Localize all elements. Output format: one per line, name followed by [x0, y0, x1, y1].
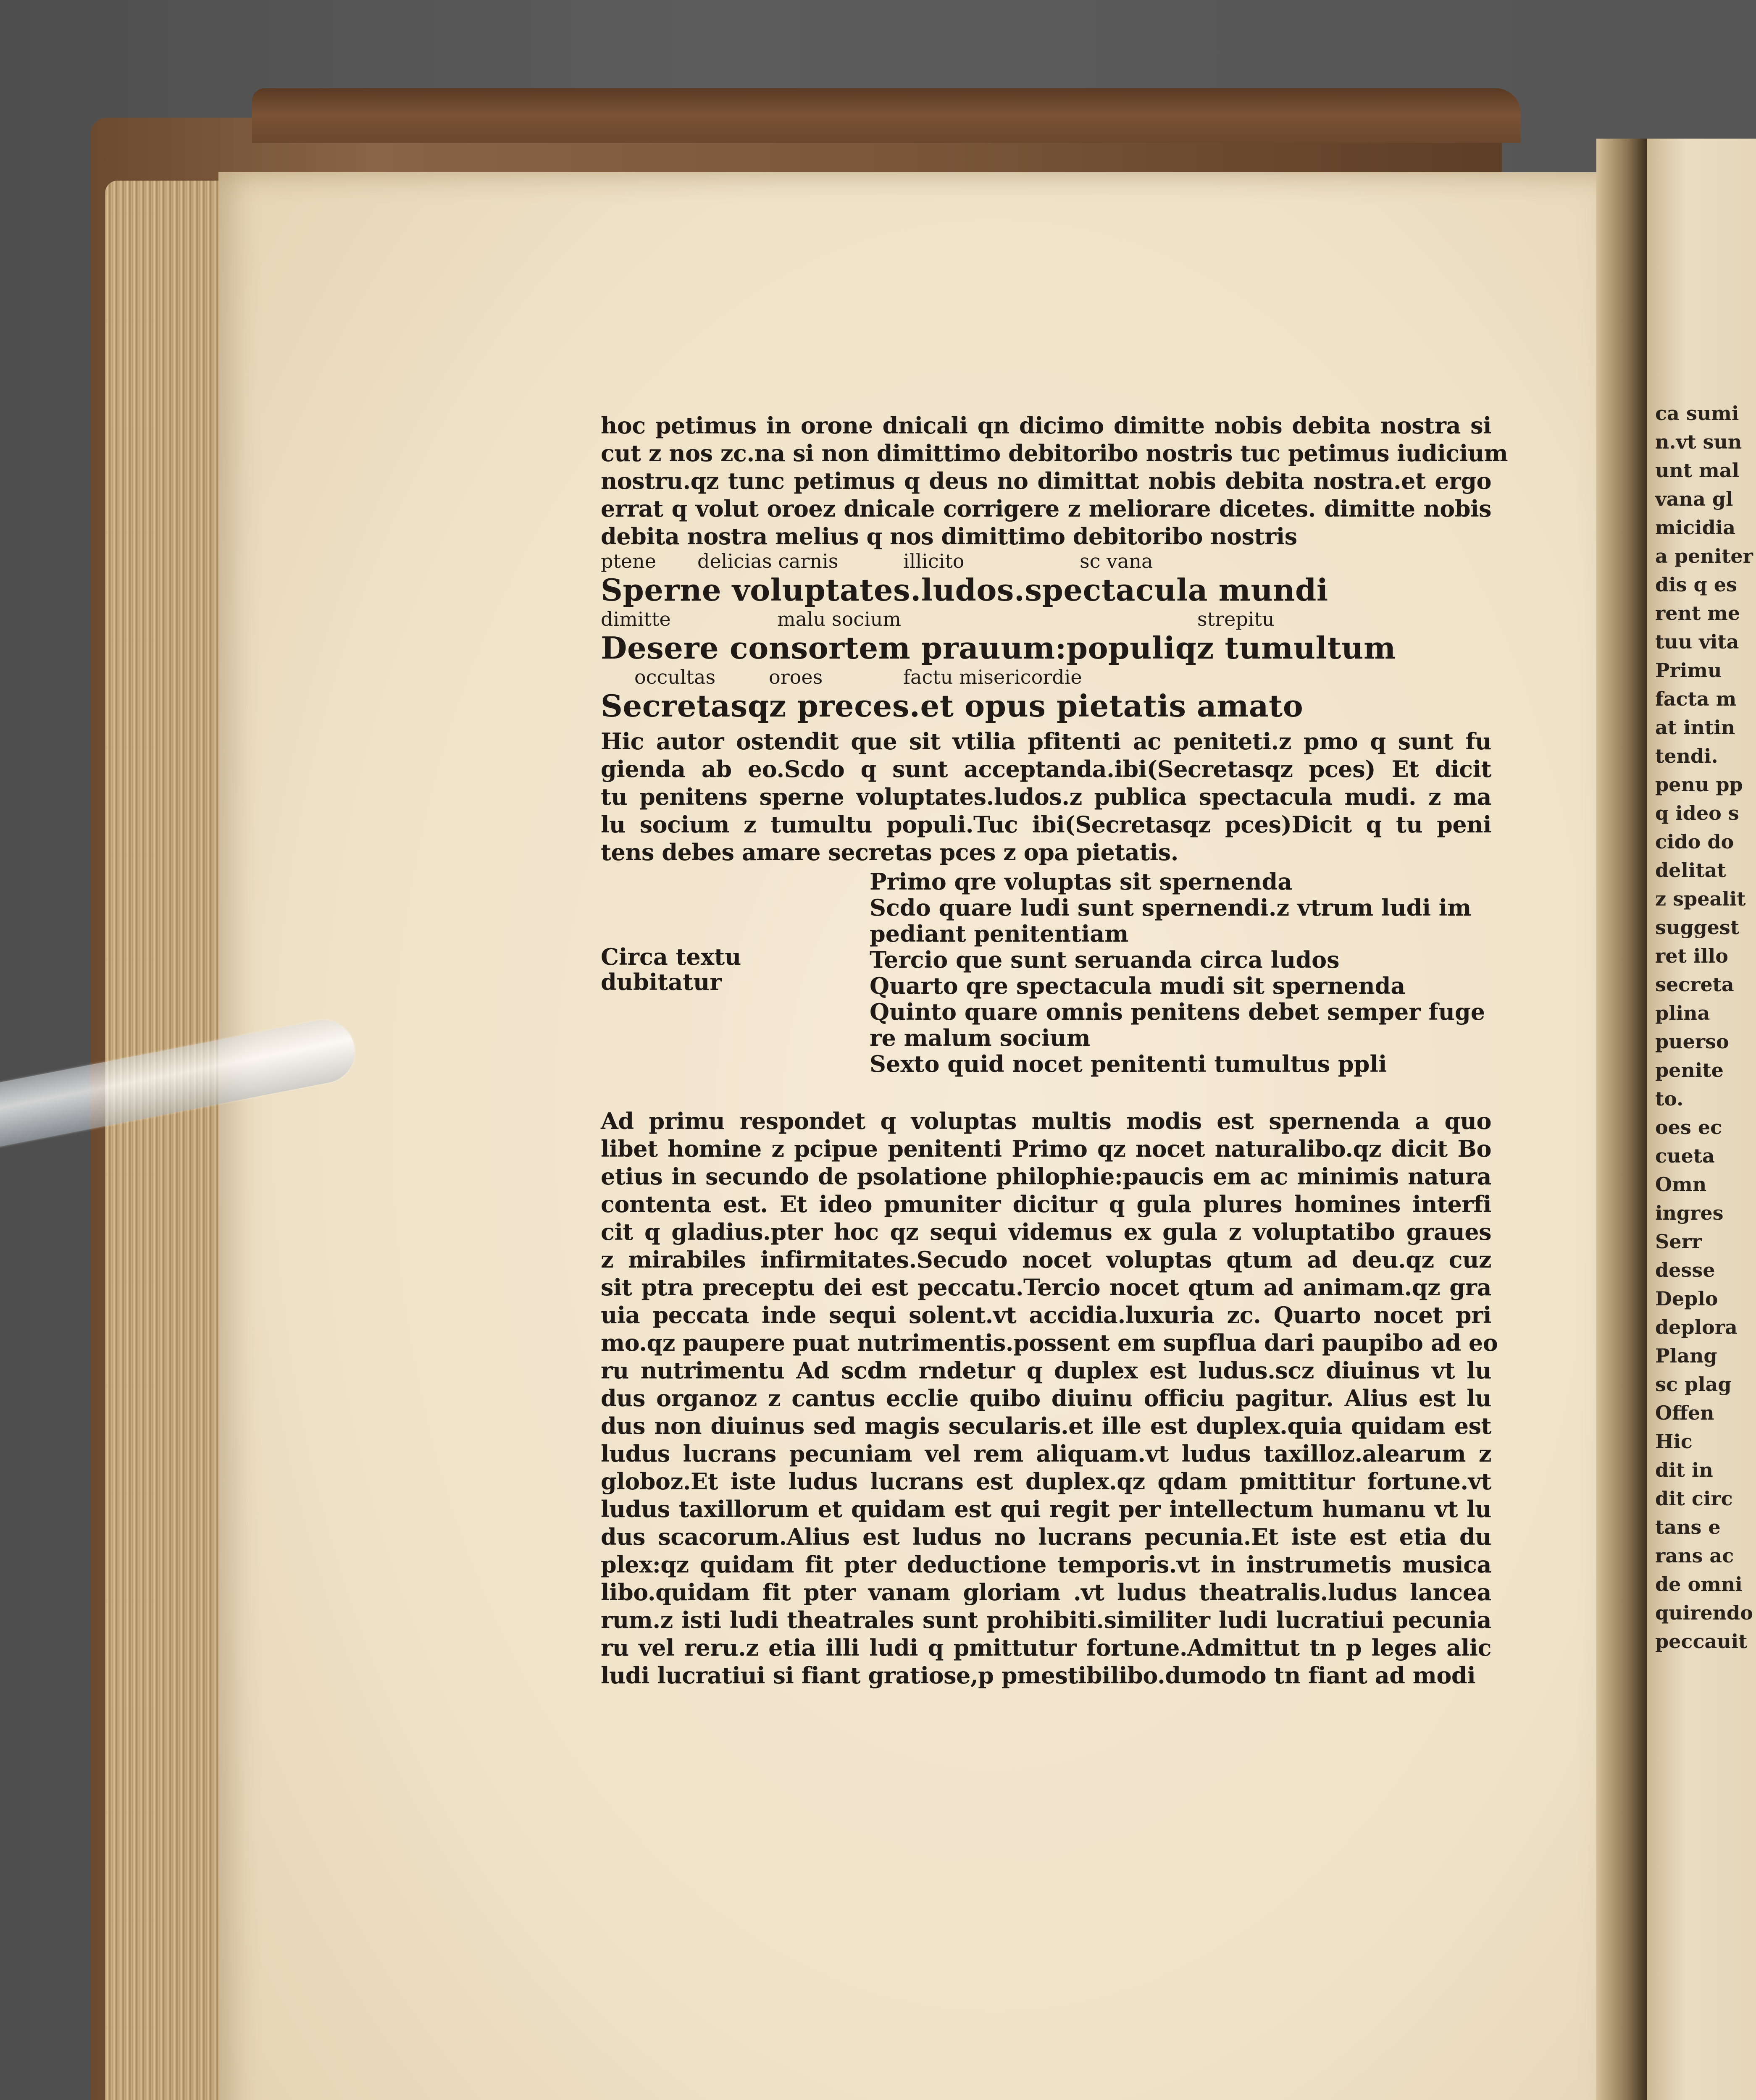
text-line: hoc petimus in orone dnicali qn dicimo dimitte nobis debita nostra si — [601, 412, 1491, 439]
facing-text-line: de omni — [1655, 1573, 1743, 1596]
facing-text-line: dit circ — [1655, 1487, 1733, 1510]
facing-text-line: to. — [1655, 1087, 1684, 1110]
facing-text-line: cido do — [1655, 830, 1734, 853]
text-line: cut z nos zc.na si non dimittimo debitoribo nostris tuc petimus iudicium — [601, 440, 1508, 467]
text-line: dus scacorum.Alius est ludus no lucrans pecunia.Et iste est etia du — [601, 1523, 1491, 1550]
outline-label-line: Circa textu — [601, 943, 741, 970]
facing-text-line: at intin — [1655, 716, 1735, 739]
facing-page — [1647, 139, 1756, 2100]
facing-text-line: Offen — [1655, 1402, 1714, 1424]
facing-text-line: dis q es — [1655, 573, 1737, 596]
facing-text-line: Primu — [1655, 659, 1722, 682]
outline-item: pediant penitentiam — [870, 920, 1129, 947]
facing-text-line: desse — [1655, 1259, 1715, 1281]
gloss-word: malu socium — [777, 608, 902, 630]
opening-lines — [601, 412, 1508, 550]
text-line: ludi lucratiui si fiant gratiose,p pmestibilibo.dumodo tn fiant ad modi — [601, 1662, 1476, 1689]
gloss-word: dimitte — [601, 608, 671, 630]
verse-line-3: Secretasqz preces.et opus pietatis amato — [601, 688, 1304, 724]
gloss-word: factu misericordie — [903, 666, 1082, 688]
facing-text-line: Serr — [1655, 1230, 1702, 1253]
facing-text-line: a peniter — [1655, 545, 1753, 567]
text-line: z mirabiles infirmitates.Secudo nocet voluptas qtum ad deu.qz cuz — [601, 1246, 1491, 1273]
facing-text-line: deplora — [1655, 1316, 1738, 1339]
text-line: tu penitens sperne voluptates.ludos.z publica spectacula mudi. z ma — [601, 783, 1491, 810]
text-line: dus non diuinus sed magis secularis.et ille est duplex.quia quidam est — [601, 1412, 1491, 1439]
facing-text-line: quirendo — [1655, 1601, 1753, 1624]
facing-text-line: micidia — [1655, 516, 1736, 539]
facing-text-line: ingres — [1655, 1202, 1724, 1224]
text-line: debita nostra melius q nos dimittimo debitoribo nostris — [601, 523, 1297, 550]
text-line: ru vel reru.z etia illi ludi q pmittutur fortune.Admittut tn p leges alic — [601, 1634, 1491, 1661]
facing-text-line: cueta — [1655, 1144, 1715, 1167]
outline-label-line: dubitatur — [601, 969, 722, 995]
page-text-block — [601, 412, 1508, 1689]
text-line: mo.qz paupere puat nutrimentis.possent em supflua dari paupibo ad eo — [601, 1329, 1498, 1356]
facing-text-line: q ideo s — [1655, 802, 1739, 824]
text-line: lu socium z tumultu populi.Tuc ibi(Secretasqz pces)Dicit q tu peni — [601, 811, 1491, 838]
facing-text-line: ca sumi — [1655, 402, 1739, 425]
facing-text-line: vana gl — [1655, 488, 1733, 510]
interlinear-gloss-1 — [601, 550, 1491, 572]
facing-text-line: suggest — [1655, 916, 1740, 939]
facing-text-line: puerso — [1655, 1030, 1729, 1053]
facing-text-line: ret illo — [1655, 945, 1728, 967]
text-line: ru nutrimentu Ad scdm rndetur q duplex est ludus.scz diuinus vt lu — [601, 1357, 1491, 1384]
text-line: plex:qz quidam fit pter deductione temporis.vt in instrumetis musica — [601, 1551, 1491, 1578]
text-line: etius in secundo de psolatione philophie:paucis em ac minimis natura — [601, 1163, 1491, 1190]
book-spine-top — [252, 88, 1521, 143]
facing-text-line: tendi. — [1655, 745, 1718, 767]
outline-item: Quinto quare omnis penitens debet semper fuge — [870, 998, 1485, 1025]
gloss-word: sc vana — [1080, 550, 1153, 572]
text-line: errat q volut oroez dnicale corrigere z meliorare dicetes. dimitte nobis — [601, 495, 1491, 522]
page-gutter — [1596, 139, 1647, 2100]
facing-text-line: penu pp — [1655, 773, 1743, 796]
outline-label — [601, 944, 741, 995]
facing-text-line: sc plag — [1655, 1373, 1732, 1396]
question-outline — [601, 869, 1491, 1104]
text-line: rum.z isti ludi theatrales sunt prohibiti.similiter ludi lucratiui pecunia — [601, 1606, 1491, 1633]
outline-item: Scdo quare ludi sunt spernendi.z vtrum ludi im — [870, 894, 1472, 921]
interlinear-gloss-3 — [601, 666, 1491, 688]
facing-text-line: unt mal — [1655, 459, 1740, 482]
facing-text-line: Omn — [1655, 1173, 1707, 1196]
facing-text-line: tans e — [1655, 1516, 1721, 1538]
facing-text-line: Deplo — [1655, 1287, 1718, 1310]
gloss-word: illicito — [903, 550, 965, 572]
text-line: cit q gladius.pter hoc qz sequi videmus ex gula z voluptatibo graues — [601, 1218, 1491, 1245]
outline-item: Sexto quid nocet penitenti tumultus ppli — [870, 1050, 1387, 1077]
outline-item: Quarto qre spectacula mudi sit spernenda — [870, 972, 1406, 999]
facing-text-line: delitat — [1655, 859, 1726, 882]
facing-text-line: peccauit — [1655, 1630, 1748, 1653]
text-line: tens debes amare secretas pces z opa pietatis. — [601, 839, 1178, 866]
text-line: Hic autor ostendit que sit vtilia pfitenti ac peniteti.z pmo q sunt fu — [601, 728, 1491, 755]
facing-text-line: z spealit — [1655, 887, 1746, 910]
facing-page-text — [1647, 399, 1753, 1656]
text-line: globoz.Et iste ludus lucrans est duplex.qz qdam pmittitur fortune.vt — [601, 1468, 1491, 1495]
commentary-paragraph-2 — [601, 1107, 1498, 1689]
facing-text-line: rans ac — [1655, 1544, 1734, 1567]
text-line: contenta est. Et ideo pmuniter dicitur q gula plures homines interfi — [601, 1191, 1491, 1218]
gloss-word: delicias carnis — [697, 550, 839, 572]
text-line: ludus lucrans pecuniam vel rem aliquam.vt ludus taxilloz.alearum z — [601, 1440, 1491, 1467]
text-line: libo.quidam fit pter vanam gloriam .vt ludus theatralis.ludus lancea — [601, 1579, 1491, 1606]
facing-text-line: rent me — [1655, 602, 1740, 625]
text-line: libet homine z pcipue penitenti Primo qz nocet naturalibo.qz dicit Bo — [601, 1135, 1491, 1162]
text-line: nostru.qz tunc petimus q deus no dimittat nobis debita nostra.et ergo — [601, 467, 1491, 494]
gloss-word: ptene — [601, 550, 657, 572]
gloss-word: oroes — [769, 666, 823, 688]
outline-item: Tercio que sunt seruanda circa ludos — [870, 946, 1340, 973]
facing-text-line: n.vt sun — [1655, 430, 1742, 453]
text-line: dus organoz z cantus ecclie quibo diuinu officiu pagitur. Alius est lu — [601, 1385, 1491, 1412]
facing-text-line: facta m — [1655, 688, 1737, 710]
facing-text-line: secreta — [1655, 973, 1734, 996]
verse-line-2: Desere consortem prauum:populiqz tumultum — [601, 630, 1396, 666]
text-line: ludus taxillorum et quidam est qui regit per intellectum humanu vt lu — [601, 1496, 1491, 1522]
facing-text-line: Hic — [1655, 1430, 1693, 1453]
verse-line-1: Sperne voluptates.ludos.spectacula mundi — [601, 572, 1328, 608]
outline-item: Primo qre voluptas sit spernenda — [870, 868, 1293, 895]
facing-text-line: penite — [1655, 1059, 1724, 1082]
facing-text-line: dit in — [1655, 1459, 1713, 1481]
facing-text-line: plina — [1655, 1002, 1710, 1024]
facing-text-line: oes ec — [1655, 1116, 1722, 1139]
text-line: Ad primu respondet q voluptas multis modis est spernenda a quo — [601, 1108, 1491, 1134]
text-line: sit ptra preceptu dei est peccatu.Tercio nocet qtum ad animam.qz gra — [601, 1274, 1491, 1301]
commentary-paragraph-1 — [601, 727, 1491, 866]
gloss-word: occultas — [634, 666, 716, 688]
outline-items — [870, 869, 1491, 1077]
text-line: uia peccata inde sequi solent.vt accidia.luxuria zc. Quarto nocet pri — [601, 1302, 1491, 1328]
gloss-word: strepitu — [1197, 608, 1275, 630]
interlinear-gloss-2 — [601, 608, 1491, 630]
outline-item: re malum socium — [870, 1024, 1091, 1051]
text-line: gienda ab eo.Scdo q sunt acceptanda.ibi(Secretasqz pces) Et dicit — [601, 756, 1491, 782]
facing-text-line: tuu vita — [1655, 630, 1739, 653]
facing-text-line: Plang — [1655, 1344, 1717, 1367]
